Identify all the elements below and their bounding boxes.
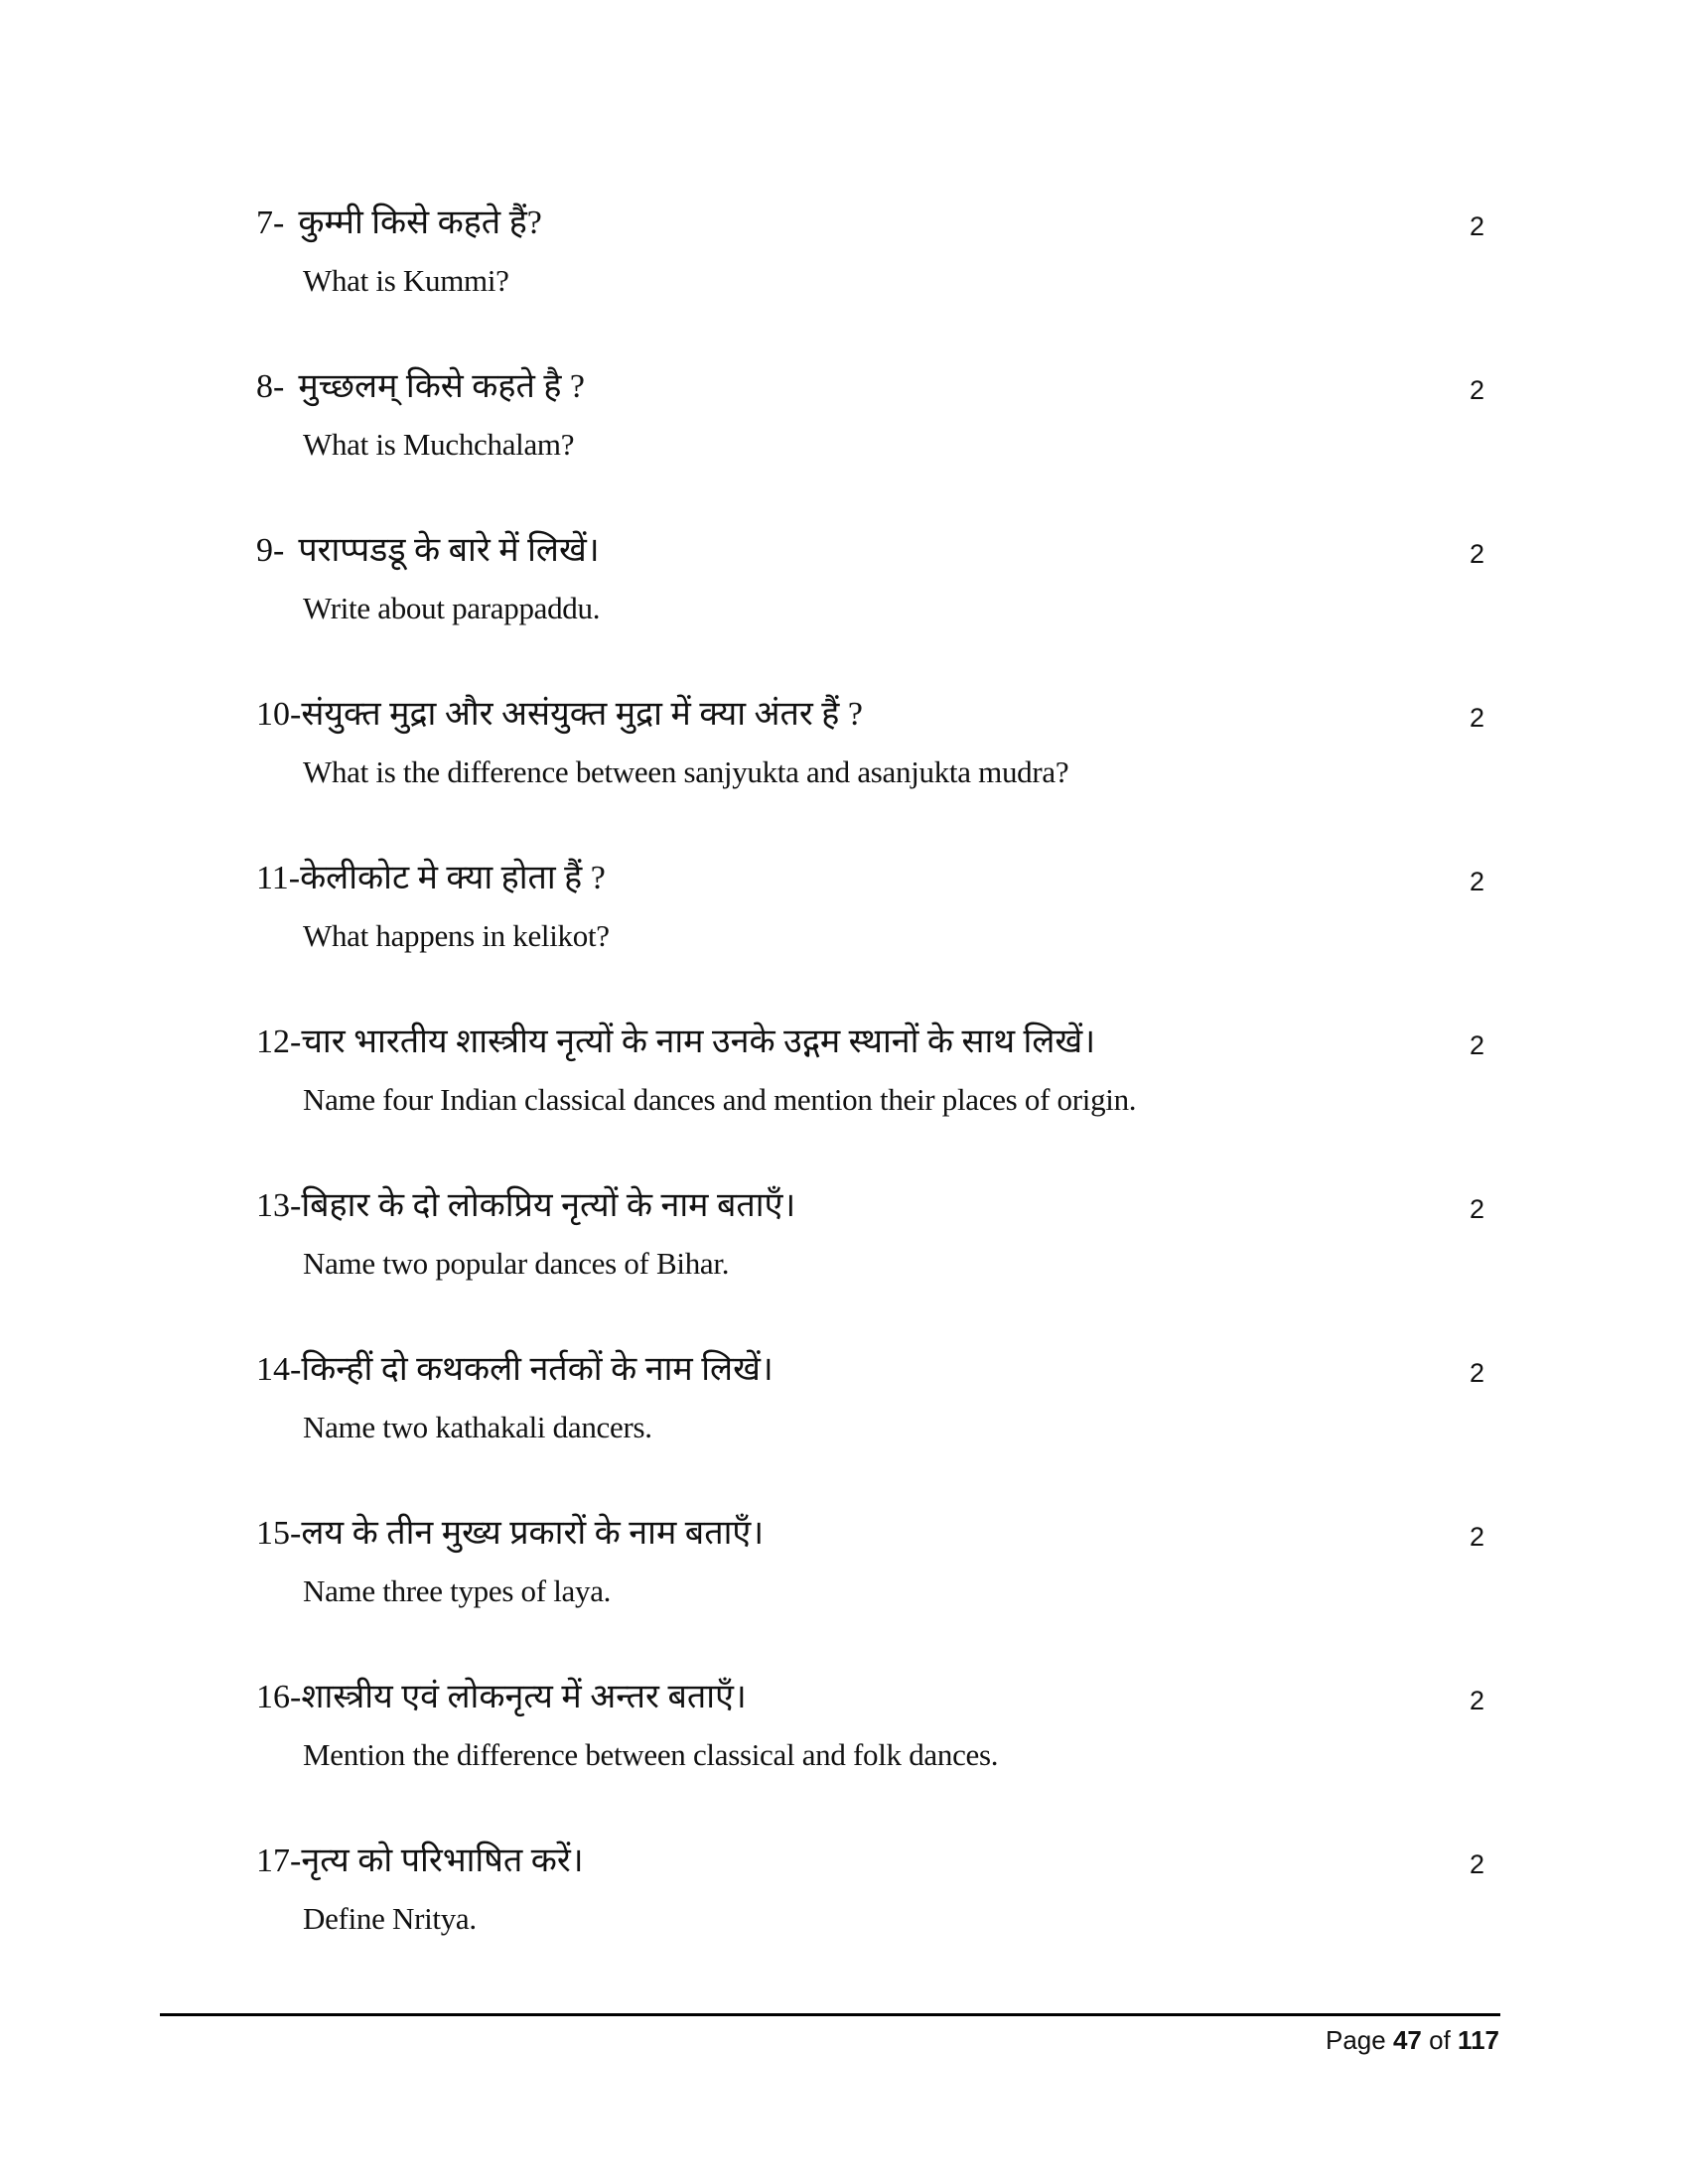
question-hindi-text: नृत्य को परिभाषित करें। bbox=[301, 1843, 584, 1879]
question-english: Name two popular dances of Bihar. bbox=[303, 1246, 730, 1281]
question-hindi bbox=[256, 1842, 584, 1881]
question-marks: 2 bbox=[1470, 539, 1485, 569]
question-number: 12- bbox=[256, 1024, 302, 1060]
question-hindi bbox=[256, 204, 542, 243]
question-english: What is Kummi? bbox=[303, 263, 509, 298]
question-number: 10- bbox=[256, 696, 302, 733]
question-hindi bbox=[256, 695, 863, 735]
question-number: 17- bbox=[256, 1843, 302, 1879]
question-marks: 2 bbox=[1470, 1194, 1485, 1224]
question-hindi bbox=[256, 1350, 774, 1390]
question-number: 7- bbox=[256, 205, 285, 241]
question-marks: 2 bbox=[1470, 1030, 1485, 1060]
question-hindi bbox=[256, 859, 606, 898]
question-hindi-text: बिहार के दो लोकप्रिय नृत्यों के नाम बताएँ। bbox=[301, 1187, 796, 1224]
question-number: 13- bbox=[256, 1187, 302, 1224]
question-hindi-text: किन्हीं दो कथकली नर्तकों के नाम लिखें। bbox=[301, 1351, 774, 1388]
question-english: What is the difference between sanjyukta and asanjukta mudra? bbox=[303, 754, 1069, 789]
question-marks: 2 bbox=[1470, 375, 1485, 405]
question-hindi bbox=[256, 1023, 1095, 1062]
page-label: Page bbox=[1326, 2025, 1386, 2055]
question-english: Name two kathakali dancers. bbox=[303, 1410, 652, 1444]
question-marks: 2 bbox=[1470, 1686, 1485, 1715]
question-marks: 2 bbox=[1470, 867, 1485, 896]
question-marks: 2 bbox=[1470, 1358, 1485, 1388]
question-hindi-text: मुच्छलम् किसे कहते है ? bbox=[298, 368, 585, 405]
question-english: Define Nritya. bbox=[303, 1901, 477, 1936]
question-hindi-text: पराप्पडडू के बारे में लिखें। bbox=[298, 532, 600, 569]
question-hindi-text: केलीकोट मे क्या होता हैं ? bbox=[300, 860, 606, 896]
question-hindi-text: लय के तीन मुख्य प्रकारों के नाम बताएँ। bbox=[301, 1515, 765, 1552]
question-hindi bbox=[256, 1186, 795, 1226]
question-number: 14- bbox=[256, 1351, 302, 1388]
current-page-number: 47 bbox=[1392, 2025, 1422, 2055]
page-footer bbox=[1326, 2023, 1499, 2057]
question-english: Mention the difference between classical and folk dances. bbox=[303, 1737, 999, 1772]
question-hindi bbox=[256, 1678, 747, 1717]
question-number: 16- bbox=[256, 1679, 302, 1715]
question-english: What happens in kelikot? bbox=[303, 918, 610, 953]
question-number: 9- bbox=[256, 532, 285, 569]
question-hindi-text: संयुक्त मुद्रा और असंयुक्त मुद्रा में क्या अंतर हैं ? bbox=[301, 696, 863, 733]
question-hindi bbox=[256, 367, 585, 407]
question-marks: 2 bbox=[1470, 1522, 1485, 1552]
question-english: Write about parappaddu. bbox=[303, 591, 601, 625]
of-label: of bbox=[1429, 2025, 1451, 2055]
question-hindi-text: चार भारतीय शास्त्रीय नृत्यों के नाम उनके उद्गम स्थानों के साथ लिखें। bbox=[301, 1024, 1096, 1060]
question-number: 11- bbox=[256, 860, 301, 896]
question-english: Name four Indian classical dances and mention their places of origin. bbox=[303, 1082, 1137, 1117]
footer-rule bbox=[160, 2013, 1500, 2016]
question-hindi bbox=[256, 1514, 764, 1554]
question-number: 15- bbox=[256, 1515, 302, 1552]
question-number: 8- bbox=[256, 368, 285, 405]
question-marks: 2 bbox=[1470, 211, 1485, 241]
question-marks: 2 bbox=[1470, 1849, 1485, 1879]
total-pages-number: 117 bbox=[1458, 2025, 1499, 2055]
question-english: What is Muchchalam? bbox=[303, 427, 575, 462]
question-hindi bbox=[256, 531, 600, 571]
question-hindi-text: शास्त्रीय एवं लोकनृत्य में अन्तर बताएँ। bbox=[301, 1679, 747, 1715]
question-marks: 2 bbox=[1470, 703, 1485, 733]
question-hindi-text: कुम्मी किसे कहते हैं? bbox=[298, 205, 542, 241]
question-english: Name three types of laya. bbox=[303, 1573, 612, 1608]
